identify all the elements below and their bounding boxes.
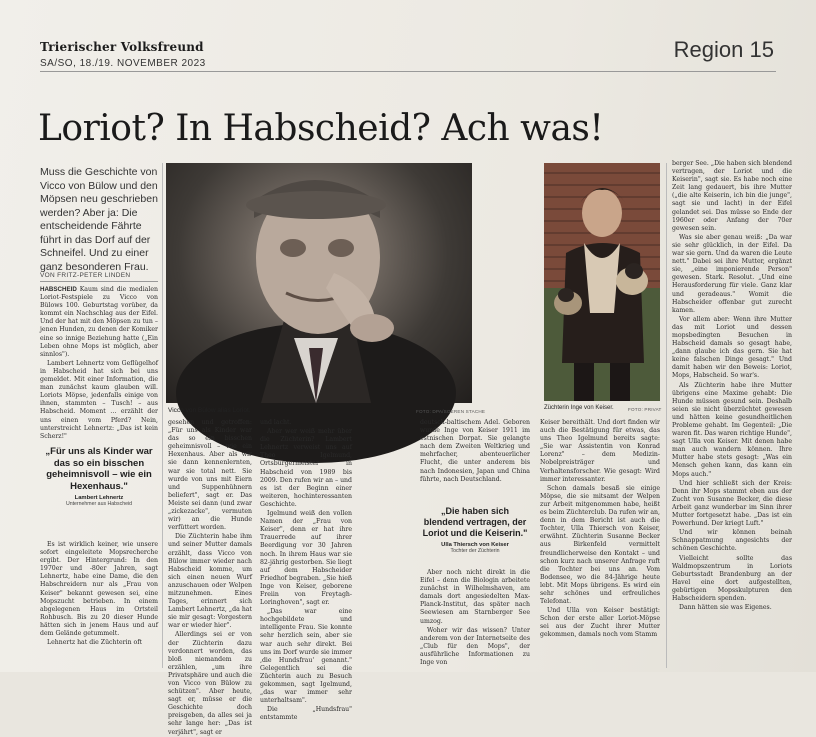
paragraph: Als Züchterin habe ihre Mutter übrigens eine Maxime gehabt: Die Hunde müssen gesund sein. Deshalb seien sie nicht überzüchtet gewesen und hätten keine gesundheitlichen Probleme gehabt. Im Gegenteil: „Die waren fit. Das waren richtige Hunde", sagt Ulla von Keiser. Mit denen habe man auch wandern können. Ihre Mutter habe stets gesagt: „Was ein Mensch gehen kann, das kann ein Mops auch.": [672, 381, 792, 478]
paragraph: berger See. „Die haben sich blendend vertragen, der Loriot und die Keiserin", sagt sie. Es habe noch eine Zeit lang gedauert, bis ihre Mutter („die alte Keiserin, ich bin die junge", sagt sie und lacht) in der Eifel gelandet sei. Das müsse so Ende der 1960er oder Anfang der 70er gewesen sein.: [672, 160, 792, 232]
issue-date: SA/SO, 18./19. NOVEMBER 2023: [40, 58, 206, 69]
paragraph: Aber noch nicht direkt in die Eifel – denn die Biologin arbeitete zunächst in Wilhelmshaven, am damals dort angesiedelten Max-Planck-Institut, das später nach Seewiesen am Starnberger See umzog.: [420, 569, 530, 625]
article-column-4-continued: [420, 569, 530, 669]
page-number: 15: [749, 37, 774, 62]
loriot-photo: [166, 163, 472, 403]
paragraph: Schon damals besaß sie einige Möpse, die sie mitsamt der Welpen zur Arbeit mitgenommen habe, heißt es beim Züchterclub. Da rufen wir an, denn in dem Bericht ist auch die Tochter, Ulla Thiersch von Keiser, erwähnt. Züchterin Susanne Becker aus Birkenfeld vermittelt freundlicherweise den Kontakt – und schon kurz nach unserer Anfrage ruft die Tochter bei uns an. Vom Bodensee, wo die 84-Jährige heute lebt. Mit Mops übrigens. Es wird ein sehr schönes und erfreuliches Telefonat.: [540, 484, 660, 606]
section-header: [674, 37, 774, 63]
paragraph: Die Züchterin habe ihm und seiner Mutter damals erzählt, dass Vicco von Bülow immer wieder nach Habscheid komme, um sich einen neuen Wurf anzuschauen oder Welpen mitzunehmen. Eines Tages, erinnert sich Lambert Lehnertz, „da hat sie mir gesagt: Vorgestern war er wieder hier".: [168, 533, 252, 630]
paragraph: Woher wir das wissen? Unter anderem von der Internetseite des „Club für den Mops", der ausführliche Informationen zu Inge von: [420, 626, 530, 667]
column-rule: [666, 163, 667, 668]
photo2-caption: Züchterin Inge von Keiser.: [544, 405, 614, 411]
breeder-illustration: [544, 163, 660, 401]
pull-quote-role: Unternehmer aus Habscheid: [65, 501, 133, 507]
article-column-3: [260, 419, 352, 722]
article-column-5: [540, 419, 660, 669]
paragraph: Was sie aber genau weiß: „Da war sie sehr glücklich, in der Eifel. Da war sie gern. Und da waren die Leute nett." Dabei sei ihre Mutter, ergänzt sie, „eine imponierende Person" gewesen. Stark. Resolut. „Und eine Herausforderung für viele. Ganz klar und geradeaus." Womit die Habscheider offenbar gut zurecht kamen.: [672, 233, 792, 314]
photo1-caption: Vicco von Bülow alias Loriot.: [168, 407, 251, 414]
byline: VON FRITZ-PETER LINDEN: [40, 272, 131, 279]
paragraph: Es ist wirklich keiner, wie unsere sofort eingeleitete Mopsrecherche ergibt. Der Hintergrund: In den 1970er und -80er Jahren, sagt Lehnertz, habe eine Dame, die den Habschreidern nur als „Frau von Keiser" bekannt gewesen sei, eine Mopszucht betrieben. In einem abgelegenen Haus im Ortsteil Rohbusch. Bis zu 20 dieser Hunde hätten sich in jenem Haus und auf dem Gelände getummelt.: [40, 541, 158, 638]
paragraph: Und wir können beinah Schnappatmung angesichts der schönen Geschichte.: [672, 529, 792, 553]
paper-name: Trierischer Volksfreund: [40, 40, 204, 54]
photo1-credit: FOTO: DPA/SOEREN STACHE: [416, 409, 486, 414]
paragraph: Die „Hundsfrau" entstammte: [260, 706, 352, 722]
article-column-1-continued: [40, 541, 158, 669]
paragraph: Igelmund weiß den vollen Namen der „Frau von Keiser", denn er hat ihre Trauerrede auf ihrer Beerdigung vor 30 Jahren noch. In ihrem Haus war sie 82-jährig gestorben. Sie liegt auf dem Habscheider Friedhof begraben. „Sie hieß Inge von Keiser, geborene Freiin von Freytagh-Loringhoven", sagt er.: [260, 510, 352, 607]
paragraph: Vor allem aber: Wenn ihre Mutter das mit Loriot und dessen mopsbedingten Besuchen in Habscheid damals so gesagt habe, „dann glaube ich das gern. Sie hat keine falschen Dinge gesagt." Und damit haben wir den Beweis: Loriot, Mops, Habscheid. So war's.: [672, 315, 792, 380]
byline-rule: [40, 281, 158, 282]
section-name: Region: [673, 37, 744, 62]
photo2-credit: FOTO: PRIVAT: [628, 407, 662, 412]
article-column-2: [168, 419, 252, 736]
pull-quote-thiersch: [420, 506, 530, 554]
article-deck: Muss die Geschichte von Vicco von Bülow und den Möpsen neu geschrieben werden? Aber ja: Die entscheidende Fährte führt in das Dorf auf der Schneifel. Und zu einer ganz besonderen Frau.: [40, 166, 158, 273]
paragraph: Keiser bereithält. Und dort finden wir auch die Bestätigung für etwas, das uns Theo Igelmund bereits sagte: „Sie war Assistentin von Konrad Lorenz" – dem Medizin-Nobelpreisträger und Verhaltensforscher. Wie gesagt: Wird immer interessanter.: [540, 419, 660, 483]
paragraph: Lambert Lehnertz vom Geflügelhof in Habscheid hat sich bei uns gemeldet. Mit einer Information, die man zunächst kaum glauben will. Loriots Möpse, jedenfalls einige von ihnen, stammten – Tusch! – aus Habscheid. Moment … erzählt der uns einen vom Pferd? Nein, unterstreicht Lehnertz: „Das ist kein Scherz!": [40, 359, 158, 440]
paragraph: Dann hätten sie was Eigenes.: [679, 604, 772, 612]
column-rule: [162, 163, 163, 668]
article-column-4: [420, 419, 530, 501]
paragraph: deutsch-baltischem Adel. Geboren wurde Inge von Keiser 1911 im estnischen Dorpat. Sie gelangte nach dem Zweiten Weltkrieg und mehrfacher, abenteuerlicher Flucht, die unter anderem bis nach Indonesien, Japan und China führte, nach Deutschland.: [420, 419, 530, 483]
paragraph: Aber wer weiß mehr über die Züchterin? Lambert Lehnertz verweist uns auf Theo Igelmund, Ortsbürgermeister in Habscheid von 1989 bis 2009. Den rufen wir an – und es ist der Beginn einer weiteren, hochinteressanten Geschichte.: [260, 428, 352, 508]
pull-quote-lehnertz: [40, 446, 158, 507]
pull-quote-name: Ulla Thiersch von Keiser: [441, 542, 509, 548]
article-column-6: [672, 160, 792, 669]
headline: Loriot? In Habscheid? Ach was!: [38, 108, 604, 149]
paragraph: Vielleicht sollte das Waldmopszentrum in Loriots Geburtsstadt Brandenburg an der Havel eine dort aufgestellten, gebürtigen Mopsskulpturen den Habscheidern spenden.: [672, 554, 792, 602]
paragraph: und lacht.: [260, 419, 292, 426]
masthead-rule: [40, 71, 776, 72]
pull-quote-text: „Für uns als Kinder war das so ein bisschen geheimnisvoll – wie ein Hexenhaus.": [45, 446, 153, 492]
paragraph: Lehnertz hat die Züchterin oft: [47, 639, 143, 647]
paragraph: Und hier schließt sich der Kreis: Denn ihr Mops stammt eben aus der Zucht von Susanne Becker, die diese Arbeit ganz wunderbar im Sinn ihrer Mutter fortgesetzt habe. „Das ist ein Powerhund. Der kriegt Luft.": [672, 479, 792, 528]
pull-quote-text: „Die haben sich blendend vertragen, der Loriot und die Keiserin.": [422, 506, 528, 538]
pull-quote-role: Tochter der Züchterin: [450, 548, 500, 554]
paragraph: „Das war eine hochgebildete und intelligente Frau. Sie konnte sehr herzlich sein, aber sie war auch sehr direkt. Bei uns im Dorf wurde sie immer ‚die Hundsfrau' genannt." Gelegentlich sei die Züchterin auch zu Besuch gekommen, sagt Igelmund, „das war immer sehr unterhaltsam".: [260, 608, 352, 705]
breeder-photo: [544, 163, 660, 401]
paragraph: gesehen und getroffen: „Für uns als Kinder war das so ein bisschen geheimnisvoll – wie ein Hexenhaus. Aber als wir sie dann kennenlernten, war sie total nett. Sie wurde von uns mit Eiern und Suppenhühnern beliefert", sagt er. Das Meiste sei dann (und zwar „zickezacke", vermuten wir) an die Hunde verfüttert worden.: [168, 419, 252, 532]
paragraph: Und Ulla von Keiser bestätigt: Schon der erste aller Loriot-Möpse sei aus der Zucht ihrer Mutter gekommen, damals noch vom Stamm: [540, 607, 660, 639]
paragraph: Allerdings sei er von der Züchterin dazu verdonnert worden, das bloß niemandem zu erzählen, „um ihre Privatsphäre und auch die von Vicco von Bülow zu schützen". Aber heute, sagt er, müsse er die Geschichte doch preisgeben, da alles sei ja sehr lange her: „Das ist verjährt", sagt er: [168, 631, 252, 736]
portrait-illustration: [166, 163, 472, 403]
article-column-1: [40, 286, 158, 444]
pull-quote-name: Lambert Lehnertz: [74, 495, 124, 501]
dateline-kicker: HABSCHEID: [40, 286, 77, 293]
paragraph: HABSCHEID Kaum sind die medialen Loriot-Festspiele zu Vicco von Bülows 100. Geburtstag vorüber, da kommt ein Nachschlag aus der Eifel. Und der hat mit den Möpsen zu tun – jenen Hunden, zu denen der Komiker eine so innige Beziehung hatte („Ein Leben ohne Mops ist möglich, aber sinnlos").: [40, 286, 158, 358]
